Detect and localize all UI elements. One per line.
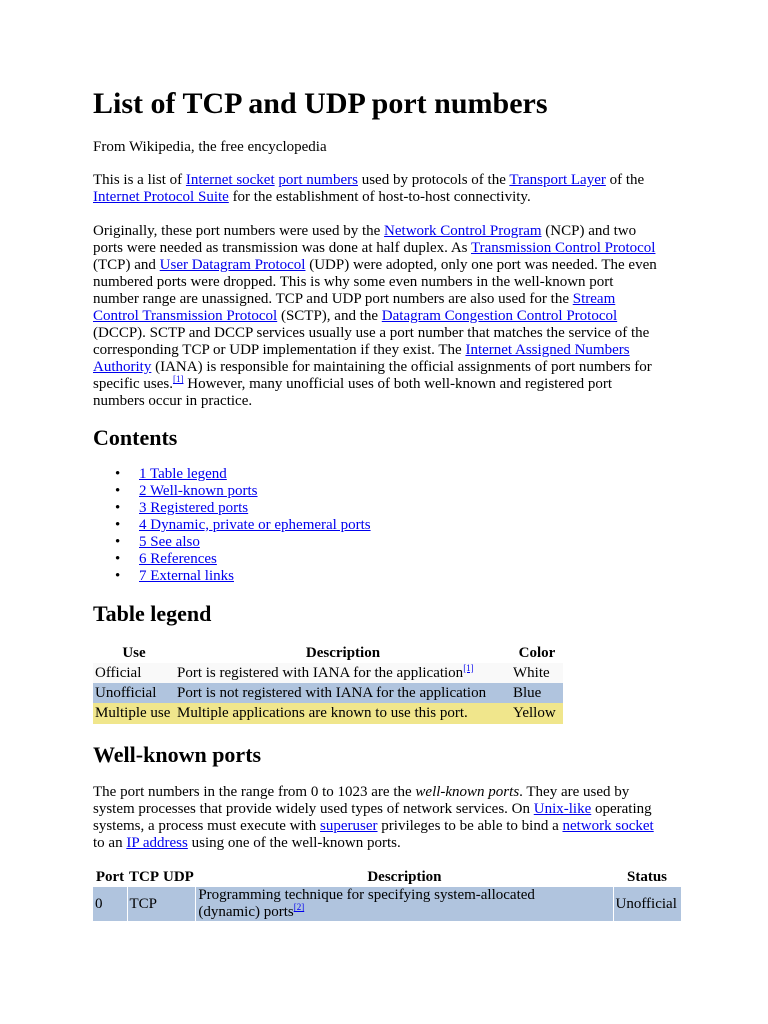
wk-text: . They are used by	[519, 784, 630, 800]
intro-text-1: This is a list of	[93, 172, 186, 188]
table-row	[93, 683, 563, 703]
p2-text: (NCP) and two	[541, 223, 637, 239]
reference-2-link[interactable]: [2]	[293, 902, 305, 912]
p2-text: numbered ports were dropped. This is why some even numbers in the well-known port	[93, 274, 614, 290]
legend-color: White	[513, 664, 550, 681]
history-paragraph	[93, 223, 683, 410]
toc-link-references[interactable]: 6 References	[139, 551, 217, 567]
toc-item	[139, 483, 371, 500]
p2-text: (DCCP). SCTP and DCCP services usually use a port number that matches the service of the	[93, 325, 650, 341]
table-legend-heading: Table legend	[93, 601, 212, 626]
legend-description: Multiple applications are known to use this port.	[177, 705, 468, 721]
column-header-use: Use	[122, 644, 146, 661]
toc-item	[139, 466, 371, 483]
toc-item	[139, 568, 371, 585]
column-header-description: Description	[305, 644, 381, 661]
wk-emphasis: well-known ports	[415, 784, 520, 800]
column-header-tcp: TCP	[129, 868, 159, 885]
reference-1-link[interactable]: [1]	[463, 662, 474, 673]
table-row	[93, 887, 681, 921]
wk-text: to an	[93, 835, 127, 851]
ports-header-row	[93, 867, 681, 887]
intro-paragraph	[93, 172, 683, 206]
transport-layer-link[interactable]: Transport Layer	[509, 172, 606, 188]
udp-link[interactable]: User Datagram Protocol	[159, 257, 306, 273]
legend-table	[93, 643, 563, 724]
toc-link-see-also[interactable]: 5 See also	[139, 534, 200, 550]
wk-text: systems, a process must execute with	[93, 818, 321, 834]
p2-text: number range are unassigned. TCP and UDP port numbers are also used for the	[93, 291, 573, 307]
p2-text: ports were needed as transmission was done at half duplex. As	[93, 240, 471, 256]
p2-text: (SCTP), and the	[277, 308, 382, 324]
legend-color: Yellow	[513, 705, 556, 721]
table-row	[93, 663, 563, 683]
well-known-paragraph	[93, 784, 683, 852]
toc-link-dynamic-ports[interactable]: 4 Dynamic, private or ephemeral ports	[139, 517, 371, 533]
intro-text-3: used by protocols of the	[357, 172, 510, 188]
intro-text-5: for the establishment of host-to-host connectivity.	[228, 189, 531, 205]
port-cell: 0	[93, 887, 127, 921]
p2-text: specific uses.	[93, 376, 173, 392]
toc-link-registered-ports[interactable]: 3 Registered ports	[139, 500, 249, 516]
p2-text: numbers occur in practice.	[93, 393, 253, 409]
wk-text: The port numbers in the range from 0 to 1023 are the	[93, 784, 416, 800]
iana-link[interactable]: Internet Assigned Numbers	[465, 342, 630, 358]
p2-text: However, many unofficial uses of both well-known and registered port	[183, 376, 613, 392]
well-known-ports-heading: Well-known ports	[93, 742, 262, 767]
description-cell: Programming technique for specifying system-allocated (dynamic) ports[2]	[196, 887, 613, 921]
legend-color: Blue	[513, 684, 542, 701]
wk-text: system processes that provide widely used types of network services. On	[93, 801, 534, 817]
legend-use: Official	[95, 664, 142, 681]
toc-item	[139, 517, 371, 534]
sctp-link-cont[interactable]: Control Transmission Protocol	[93, 308, 278, 324]
column-header-color: Color	[518, 644, 556, 661]
legend-description: Port is not registered with IANA for the application	[177, 684, 487, 701]
legend-use: Unofficial	[95, 684, 157, 701]
internet-protocol-suite-link[interactable]: Internet Protocol Suite	[93, 189, 229, 205]
toc-item	[139, 551, 371, 568]
p2-text: (UDP) were adopted, only one port was needed. The even	[305, 257, 657, 273]
p2-text: (TCP) and	[93, 257, 160, 273]
reference-1-link[interactable]: [1]	[172, 374, 184, 384]
column-header-status: Status	[626, 868, 667, 885]
table-of-contents	[93, 466, 371, 585]
iana-link-cont[interactable]: Authority	[93, 359, 152, 375]
network-socket-link[interactable]: network socket	[562, 818, 654, 834]
toc-item	[139, 534, 371, 551]
legend-use: Multiple use	[95, 705, 171, 721]
p2-text: Originally, these port numbers were used by the	[93, 223, 385, 239]
status-cell: Unofficial	[615, 895, 677, 912]
column-header-description: Description	[367, 868, 442, 885]
wk-text: using one of the well-known ports.	[187, 835, 401, 851]
tagline: From Wikipedia, the free encyclopedia	[93, 139, 327, 155]
column-header-port: Port	[95, 868, 125, 885]
column-header-udp: UDP	[163, 868, 194, 885]
ip-address-link[interactable]: IP address	[126, 835, 188, 851]
ncp-link[interactable]: Network Control Program	[384, 223, 542, 239]
legend-header-row	[93, 643, 563, 663]
unix-like-link[interactable]: Unix-like	[533, 801, 592, 817]
internet-socket-link[interactable]: Internet socket	[185, 172, 275, 188]
sctp-link[interactable]: Stream	[572, 291, 616, 307]
toc-item	[139, 500, 371, 517]
tcp-cell: TCP	[127, 887, 196, 921]
p2-text: (IANA) is responsible for maintaining the official assignments of port numbers for	[151, 359, 652, 375]
toc-link-table-legend[interactable]: 1 Table legend	[139, 466, 227, 482]
wk-text: operating	[591, 801, 652, 817]
dccp-link[interactable]: Datagram Congestion Control Protocol	[381, 308, 618, 324]
port-numbers-link[interactable]: port numbers	[278, 172, 358, 188]
wk-text: privileges to be able to bind a	[377, 818, 563, 834]
toc-link-external-links[interactable]: 7 External links	[139, 568, 234, 584]
well-known-ports-table	[93, 867, 681, 921]
toc-link-well-known-ports[interactable]: 2 Well-known ports	[139, 483, 258, 499]
contents-heading: Contents	[93, 425, 178, 450]
p2-text: corresponding TCP or UDP implementation if they exist. The	[93, 342, 466, 358]
legend-description: Port is registered with IANA for the application[1]	[177, 662, 474, 681]
tcp-link[interactable]: Transmission Control Protocol	[470, 240, 656, 256]
superuser-link[interactable]: superuser	[320, 818, 378, 834]
intro-text-4: of the	[605, 172, 645, 188]
page-title: List of TCP and UDP port numbers	[93, 87, 548, 120]
table-row	[93, 703, 563, 724]
